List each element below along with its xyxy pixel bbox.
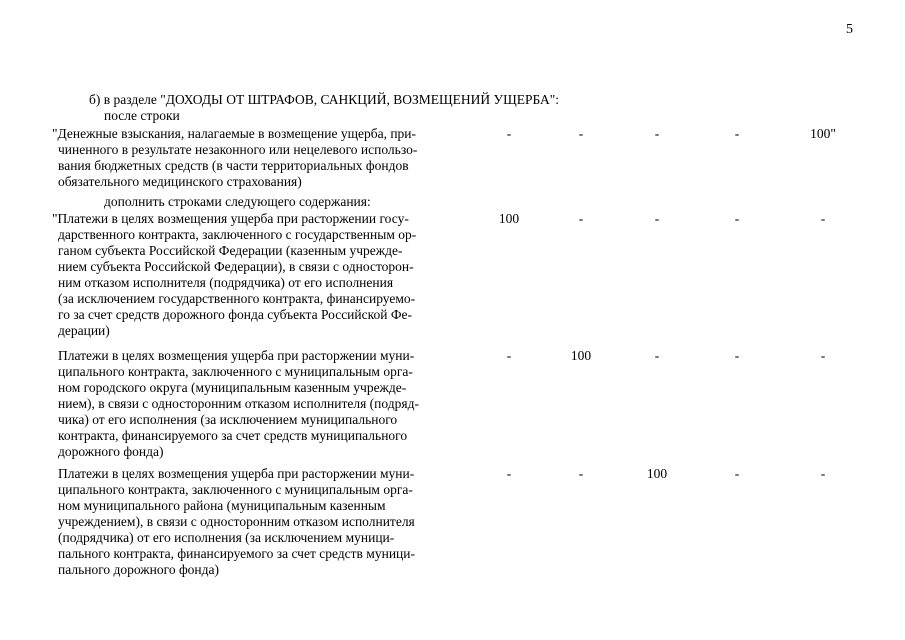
value-col-5: 100": [810, 126, 836, 141]
value-col-2: -: [578, 211, 584, 226]
value-col-1: -: [506, 126, 512, 141]
text-line: чика) от его исполнения (за исключением муниципального: [58, 412, 398, 427]
value-col-1: -: [506, 348, 512, 363]
text-line: ципального контракта, заключенного с муниципальным орга-: [58, 482, 413, 497]
new-row-2-text: [58, 348, 498, 460]
text-line: (за исключением государственного контракта, финансируемо-: [58, 291, 416, 306]
after-line-label: после строки: [104, 108, 180, 123]
text-line: "Платежи в целях возмещения ущерба при расторжении госу-: [52, 211, 409, 226]
value-col-3: 100: [646, 466, 668, 481]
text-line: нием), в связи с односторонним отказом исполнителя (подряд-: [58, 396, 419, 411]
value-col-1: -: [506, 466, 512, 481]
text-line: нием субъекта Российской Федерации), в связи с односторон-: [58, 259, 414, 274]
text-line: Платежи в целях возмещения ущерба при расторжении муни-: [58, 348, 415, 363]
value-col-3: -: [654, 211, 660, 226]
text-line: обязательного медицинского страхования): [58, 174, 302, 189]
value-col-3: -: [654, 126, 660, 141]
value-col-2: -: [578, 126, 584, 141]
value-col-5: -: [820, 466, 826, 481]
value-col-3: -: [654, 348, 660, 363]
text-line: дерации): [58, 323, 110, 338]
text-line: ним отказом исполнителя (подрядчика) от его исполнения: [58, 275, 394, 290]
text-line: вания бюджетных средств (в части территориальных фондов: [58, 158, 409, 173]
new-row-1-text: [52, 211, 492, 339]
text-line: контракта, финансируемого за счет средств муниципального: [58, 428, 408, 443]
page-number: 5: [846, 22, 853, 37]
text-line: ном муниципального района (муниципальным казенным: [58, 498, 386, 513]
text-line: ганом субъекта Российской Федерации (казенным учрежде-: [58, 243, 403, 258]
existing-row-text: [52, 126, 492, 190]
text-line: ципального контракта, заключенного с муниципальным орга-: [58, 364, 413, 379]
add-lines-label: дополнить строками следующего содержания:: [104, 194, 371, 209]
text-line: пального контракта, финансируемого за счет средств муници-: [58, 546, 415, 561]
value-col-2: -: [578, 466, 584, 481]
text-line: ном городского округа (муниципальным казенным учрежде-: [58, 380, 407, 395]
text-line: го за счет средств дорожного фонда субъекта Российской Фе-: [58, 307, 412, 322]
value-col-4: -: [734, 211, 740, 226]
value-col-1: 100: [498, 211, 520, 226]
text-line: чиненного в результате незаконного или нецелевого использо-: [58, 142, 418, 157]
section-heading: б) в разделе "ДОХОДЫ ОТ ШТРАФОВ, САНКЦИЙ, ВОЗМЕЩЕНИЙ УЩЕРБА":: [89, 92, 560, 107]
value-col-4: -: [734, 466, 740, 481]
value-col-4: -: [734, 348, 740, 363]
value-col-5: -: [820, 348, 826, 363]
value-col-2: 100: [570, 348, 592, 363]
text-line: (подрядчика) от его исполнения (за исключением муници-: [58, 530, 395, 545]
text-line: Платежи в целях возмещения ущерба при расторжении муни-: [58, 466, 415, 481]
value-col-5: -: [820, 211, 826, 226]
text-line: пального дорожного фонда): [58, 562, 220, 577]
text-line: дорожного фонда): [58, 444, 164, 459]
new-row-3-text: [58, 466, 498, 578]
text-line: дарственного контракта, заключенного с государственным ор-: [58, 227, 417, 242]
value-col-4: -: [734, 126, 740, 141]
text-line: "Денежные взыскания, налагаемые в возмещение ущерба, при-: [52, 126, 417, 141]
text-line: учреждением), в связи с односторонним отказом исполнителя: [58, 514, 415, 529]
